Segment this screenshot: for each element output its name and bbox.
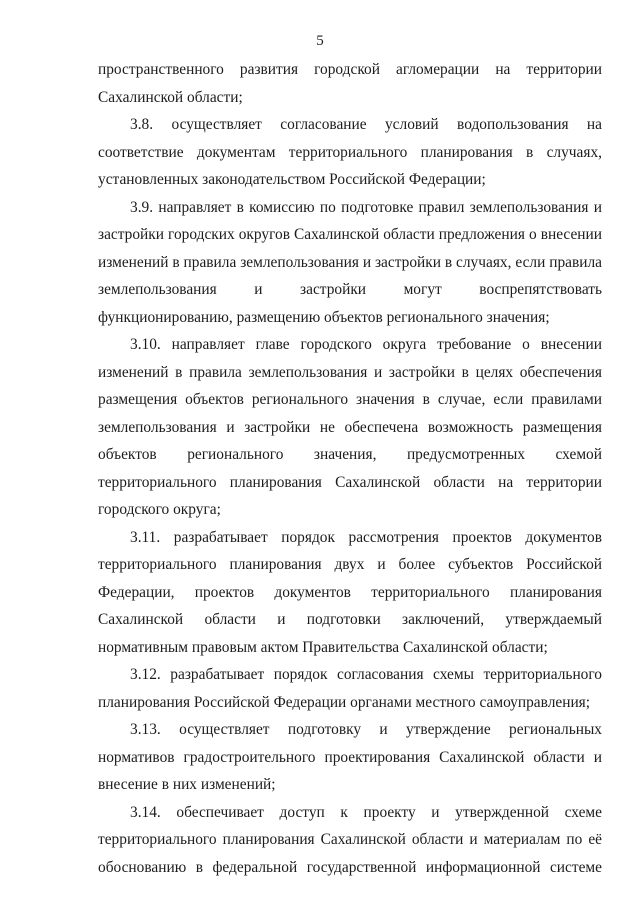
paragraph-3-10: 3.10. направляет главе городского округа требование о внесении изменений в правила землепользования и застройки в целях обеспечения размещения объектов регионального значения в случае, если правилами землепользования и застройки не обеспечена возможность размещения объектов регионального значения, предусмотренных схемой территориального планирования Сахалинской области на территории городского округа;	[98, 336, 602, 518]
paragraph-3-14: 3.14. обеспечивает доступ к проекту и утвержденной схеме территориального планирования Сахалинской области и материалам по её обоснованию в федеральной государственной информационной системе	[98, 803, 602, 876]
paragraph-3-11: 3.11. разрабатывает порядок рассмотрения проектов документов территориального планирования двух и более субъектов Российской Федерации, проектов документов территориального планирования Сахалинской области и подготовки заключений, утверждаемый нормативным правовым актом Правительства Сахалинской области;	[98, 528, 602, 656]
document-body	[98, 56, 602, 881]
paragraph-3-8: 3.8. осуществляет согласование условий водопользования на соответствие документам территориального планирования в случаях, установленных законодательством Российской Федерации;	[98, 116, 602, 188]
paragraph-continuation: пространственного развития городской агломерации на территории Сахалинской области;	[98, 61, 602, 106]
paragraph-3-13: 3.13. осуществляет подготовку и утверждение региональных нормативов градостроительного проектирования Сахалинской области и внесение в них изменений;	[98, 721, 602, 793]
page-number: 5	[316, 33, 324, 49]
paragraph-3-12: 3.12. разрабатывает порядок согласования схемы территориального планирования Российской Федерации органами местного самоуправления;	[98, 666, 602, 711]
paragraph-3-9: 3.9. направляет в комиссию по подготовке правил землепользования и застройки городских округов Сахалинской области предложения о внесении изменений в правила землепользования и застройки в случаях, если правила землепользования и застройки могут воспрепятствовать функционированию, размещению объектов регионального значения;	[98, 198, 602, 326]
